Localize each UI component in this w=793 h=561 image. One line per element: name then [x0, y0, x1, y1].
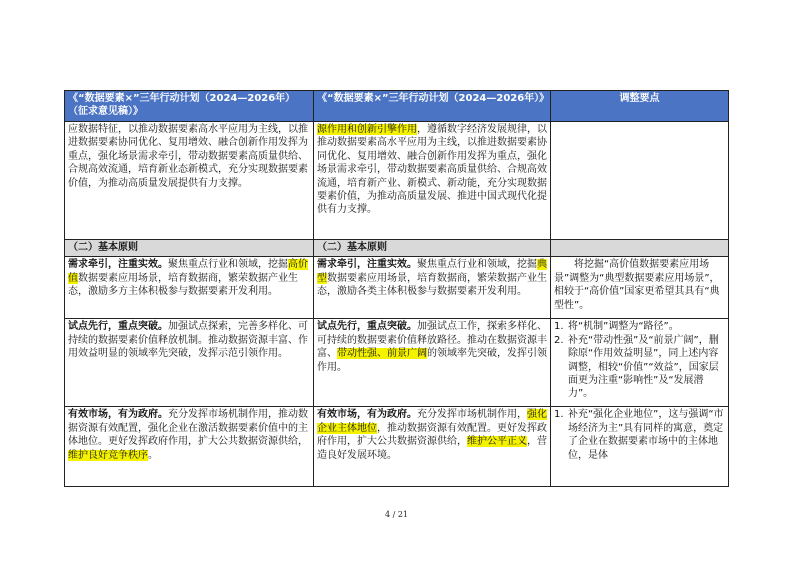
- comparison-table: [64, 90, 729, 487]
- cell-adjustment: [551, 407, 729, 487]
- cell-adjustment: 将挖掘“高价值数据要素应用场景”调整为“典型数据要素应用场景”，相较于“高价值”国家更希望其具有“典型性”。: [551, 257, 729, 319]
- list-item: 1. 将“机制”调整为“路径”。: [554, 321, 679, 333]
- table-row: [65, 122, 729, 240]
- list-item: 1. 补充“强化企业地位”，这与强调“市场经济为主”具有同样的寓意，奠定了企业在数据要素市场中的主体地位，是体: [554, 409, 724, 461]
- section-row: [65, 240, 729, 257]
- header-draft: 《“数据要素×”三年行动计划（2024—2026年）（征求意见稿）》: [65, 91, 314, 122]
- cell-final: 试点先行，重点突破。加强试点工作，探索多样化、可持续的数据要素价值释放路径。推动在数据资源丰富、带动性强、前景广阔的领域率先突破，发挥引领作用。: [314, 319, 551, 407]
- section-heading-draft: （二）基本原则: [65, 240, 314, 257]
- section-heading-final: （二）基本原则: [314, 240, 551, 257]
- header-final: 《“数据要素×”三年行动计划（2024—2026年）》: [314, 91, 551, 122]
- cell-draft: 有效市场，有为政府。充分发挥市场机制作用，推动数据资源有效配置，强化企业在激活数据要素价值中的主体地位。更好发挥政府作用，扩大公共数据资源供给，维护良好竞争秩序。: [65, 407, 314, 487]
- table-row: [65, 407, 729, 487]
- list-item: 2. 补充“带动性强”及“前景广阔”，删除原“作用效益明显”，同上述内容调整，相较“价值”“效益”，国家层面更为注重“影响性”及“发展潜力”。: [554, 334, 719, 400]
- cell-draft: 试点先行，重点突破。加强试点探索，完善多样化、可持续的数据要素价值释放机制。推动数据资源丰富、作用效益明显的领域率先突破，发挥示范引领作用。: [65, 319, 314, 407]
- header-row: [65, 91, 729, 122]
- table-row: [65, 319, 729, 407]
- cell-draft: 需求牵引，注重实效。聚焦重点行业和领域，挖掘高价值数据要素应用场景，培育数据商，繁荣数据产业生态，激励多方主体积极参与数据要素开发利用。: [65, 257, 314, 319]
- cell-draft: 应数据特征，以推动数据要素高水平应用为主线，以推进数据要素协同优化、复用增效、融合创新作用发挥为重点，强化场景需求牵引，带动数据要素高质量供给、合规高效流通，培育新业态新模式，充分实现数据要素价值，为推动高质量发展提供有力支撑。: [65, 122, 314, 240]
- table-row: [65, 257, 729, 319]
- header-adjustment: 调整要点: [551, 91, 729, 122]
- cell-final: 有效市场，有为政府。充分发挥市场机制作用，强化企业主体地位，推动数据资源有效配置。更好发挥政府作用，扩大公共数据资源供给，维护公平正义，营造良好发展环境。: [314, 407, 551, 487]
- cell-adjustment: [551, 122, 729, 240]
- cell-final: 源作用和创新引擎作用，遵循数字经济发展规律，以推动数据要素高水平应用为主线，以推进数据要素协同优化、复用增效、融合创新作用发挥为重点，强化场景需求牵引，带动数据要素高质量供给、合规高效流通，培育新产业、新模式、新动能，充分实现数据要素价值，为推动高质量发展、推进中国式现代化提供有力支撑。: [314, 122, 551, 240]
- section-heading-adjustment: [551, 240, 729, 257]
- cell-final: 需求牵引，注重实效。聚焦重点行业和领域，挖掘典型数据要素应用场景，培育数据商，繁荣数据产业生态，激励各类主体积极参与数据要素开发利用。: [314, 257, 551, 319]
- cell-adjustment: [551, 319, 729, 407]
- page-number: 4 / 21: [384, 510, 409, 519]
